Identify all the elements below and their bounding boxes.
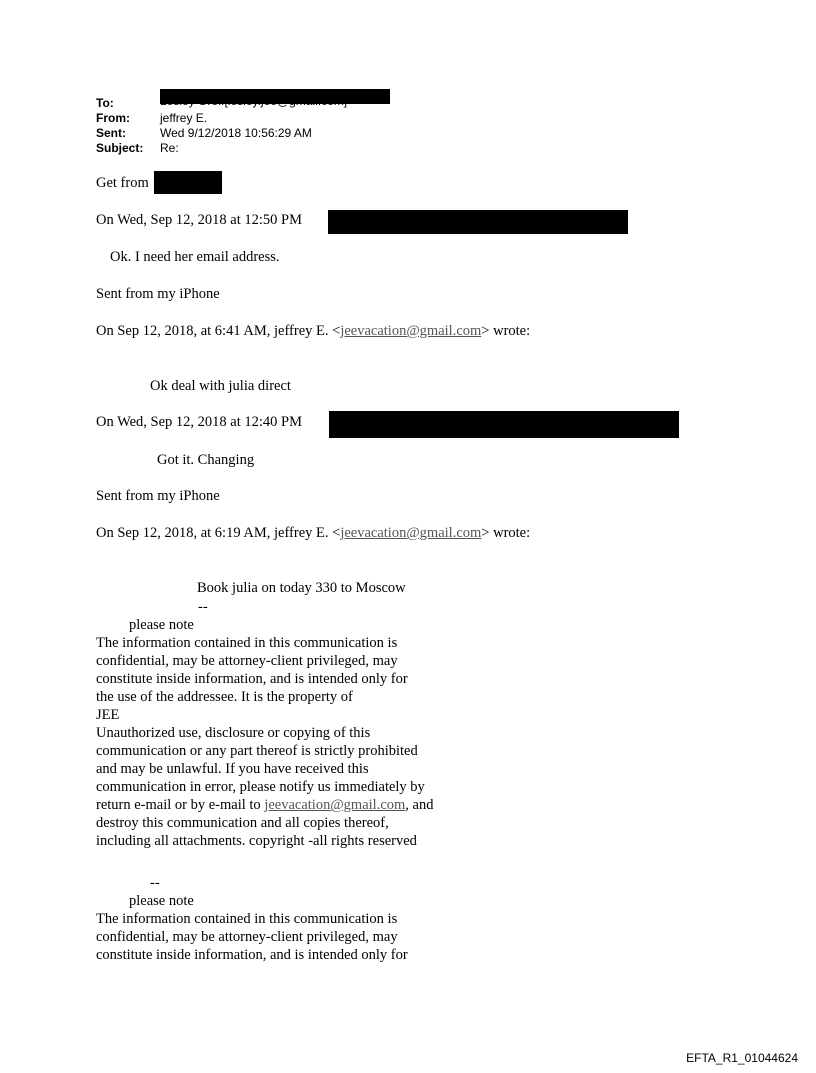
sent-label: Sent: (96, 126, 126, 140)
reply2-intro: On Wed, Sep 12, 2018 at 12:40 PM (96, 414, 302, 430)
redaction-reply1 (328, 210, 628, 234)
redaction-to (160, 89, 390, 104)
signature-dashes-2: -- (150, 875, 160, 891)
please-note: please note (129, 617, 194, 633)
reply1-intro: On Wed, Sep 12, 2018 at 12:50 PM (96, 212, 302, 228)
disclaimer-line: communication or any part thereof is strictly prohibited (96, 743, 418, 759)
disclaimer-return-line: return e-mail or by e-mail to jeevacation@gmail.com, and (96, 797, 434, 813)
signature-dashes: -- (198, 599, 208, 615)
deal-text: Ok deal with julia direct (150, 378, 291, 394)
disclaimer-2-line: confidential, may be attorney-client privileged, may (96, 929, 398, 945)
reply1-text: Ok. I need her email address. (110, 249, 280, 265)
sent-from-iphone-1: Sent from my iPhone (96, 286, 220, 302)
disclaimer-line: and may be unlawful. If you have received this (96, 761, 369, 777)
header-from (96, 111, 207, 125)
header-sent (96, 126, 312, 140)
from-label: From: (96, 111, 130, 125)
redaction-get-from (154, 171, 222, 194)
header-subject (96, 141, 179, 155)
disclaimer-line: destroy this communication and all copies thereof, (96, 815, 389, 831)
book-text: Book julia on today 330 to Moscow (197, 580, 406, 596)
to-label: To: (96, 96, 114, 110)
from-value: jeffrey E. (160, 111, 208, 125)
quote2-line: On Sep 12, 2018, at 6:19 AM, jeffrey E. <jeevacation@gmail.com> wrote: (96, 525, 531, 541)
disclaimer-line: the use of the addressee. It is the property of (96, 689, 353, 705)
disclaimer-email-link[interactable]: jeevacation@gmail.com (264, 797, 406, 813)
reply2-text: Got it. Changing (157, 452, 255, 468)
disclaimer-line: communication in error, please notify us immediately by (96, 779, 425, 795)
disclaimer-line: constitute inside information, and is intended only for (96, 671, 408, 687)
quote2-email-link[interactable]: jeevacation@gmail.com (340, 525, 482, 541)
disclaimer-line: Unauthorized use, disclosure or copying of this (96, 725, 371, 741)
disclaimer-line: The information contained in this communication is (96, 635, 398, 651)
get-from-line: Get from (96, 175, 149, 191)
disclaimer-2-line: The information contained in this communication is (96, 911, 398, 927)
subject-label: Subject: (96, 141, 144, 155)
redaction-reply2 (329, 411, 679, 438)
disclaimer-2-line: constitute inside information, and is intended only for (96, 947, 408, 963)
quote1-line: On Sep 12, 2018, at 6:41 AM, jeffrey E. <jeevacation@gmail.com> wrote: (96, 323, 531, 339)
quote1-email-link[interactable]: jeevacation@gmail.com (340, 323, 482, 339)
disclaimer-line: confidential, may be attorney-client privileged, may (96, 653, 398, 669)
subject-value: Re: (160, 141, 179, 155)
disclaimer-line: including all attachments. copyright -all rights reserved (96, 833, 417, 849)
header-to (96, 96, 160, 110)
please-note-2: please note (129, 893, 194, 909)
bates-number: EFTA_R1_01044624 (686, 1051, 798, 1065)
disclaimer-line: JEE (96, 707, 120, 723)
sent-value: Wed 9/12/2018 10:56:29 AM (160, 126, 312, 140)
sent-from-iphone-2: Sent from my iPhone (96, 488, 220, 504)
